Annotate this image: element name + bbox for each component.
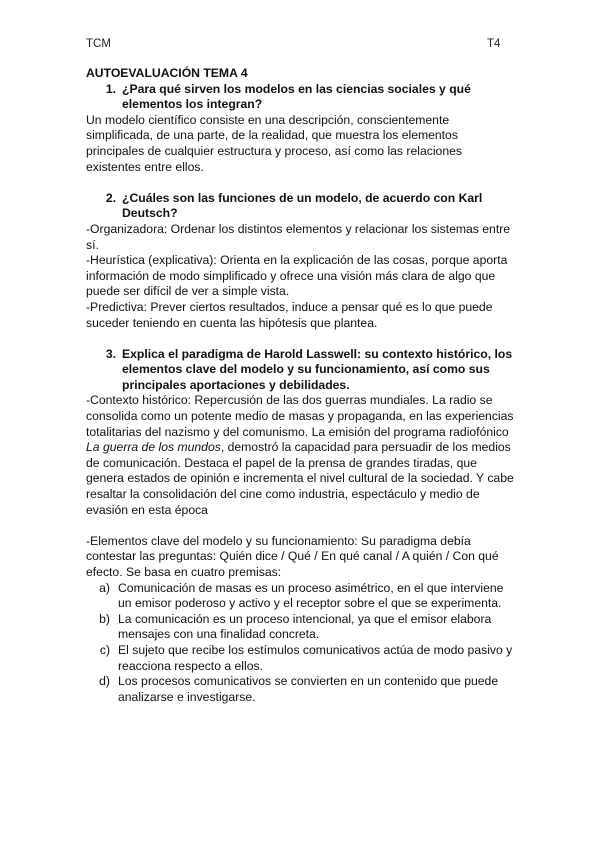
list-item-text: Comunicación de masas es un proceso asimétrico, en el que interviene un emisor poderoso y activo y el receptor sobre el que se experimenta.	[118, 580, 504, 611]
premises-list	[86, 581, 516, 706]
answer-2-heuristica: -Heurística (explicativa): Orienta en la explicación de las cosas, porque aporta información de modo simplificado y ofrece una visión más clara de algo que puede ser difícil de ver a simple vista.	[86, 253, 508, 299]
document-body	[86, 66, 516, 705]
list-item-text: Los procesos comunicativos se convierten en un contenido que puede analizarse e investigarse.	[118, 674, 499, 704]
question-1-text: ¿Para qué sirven los modelos en las ciencias sociales y qué elementos los integran?	[122, 81, 471, 112]
question-2-number: 2.	[105, 190, 116, 205]
list-item	[86, 581, 516, 612]
list-item-label: b)	[99, 611, 110, 626]
context-text-b: , demostró la capacidad para persuadir de los medios de comunicación. Destaca el papel de la prensa de grandes tiradas, que genera estados de opinión e incrementa el nivel cultural de la sociedad. Y cabe resaltar la consolidación del cine como industria, espectáculo y medio de evasión en esta época	[86, 440, 514, 517]
answer-3-elements: -Elementos clave del modelo y su funcionamiento: Su paradigma debía contestar las preguntas: Quién dice / Qué / En qué canal / A quién / Con qué efecto. Se basa en cuatro premisas:	[86, 533, 499, 579]
header-left: TCM	[86, 38, 111, 50]
question-1	[86, 82, 516, 113]
list-item	[86, 674, 516, 705]
header-right: T4	[487, 38, 501, 50]
answer-1: Un modelo científico consiste en una descripción, conscientemente simplificada, de una parte, de la realidad, que muestra los elementos principales de cualquier estructura y proceso, así como las relaciones existentes entre ellos.	[86, 112, 462, 174]
question-1-number: 1.	[105, 81, 116, 96]
answer-2-organizadora: -Organizadora: Ordenar los distintos elementos y relacionar los sistemas entre sí.	[86, 221, 511, 252]
list-item	[86, 612, 516, 643]
question-3-number: 3.	[105, 346, 116, 361]
list-item-label: a)	[99, 580, 110, 595]
list-item	[86, 643, 516, 674]
question-3	[86, 347, 516, 394]
question-3-text: Explica el paradigma de Harold Lasswell: su contexto histórico, los elementos clave del modelo y su funcionamiento, así como sus principales aportaciones y debilidades.	[122, 346, 513, 392]
question-2	[86, 191, 516, 222]
answer-2-predictiva: -Predictiva: Prever ciertos resultados, induce a pensar qué es lo que puede suceder teniendo en cuenta las hipótesis que plantea.	[86, 299, 493, 330]
answer-3-context	[86, 393, 516, 518]
context-text-a: -Contexto histórico: Repercusión de las dos guerras mundiales. La radio se consolida como un potente medio de masas y propaganda, en las experiencias totalitarias del nazismo y del comunismo. La emisión del programa radiofónico	[86, 393, 514, 439]
question-2-text: ¿Cuáles son las funciones de un modelo, de acuerdo con Karl Deutsch?	[122, 190, 483, 221]
list-item-text: La comunicación es un proceso intencional, ya que el emisor elabora mensajes con una finalidad concreta.	[118, 611, 492, 642]
list-item-label: d)	[99, 674, 110, 689]
document-title: AUTOEVALUACIÓN TEMA 4	[86, 66, 248, 80]
list-item-text: El sujeto que recibe los estímulos comunicativos actúa de modo pasivo y reacciona respecto a ellos.	[118, 642, 513, 673]
context-italic-title: La guerra de los mundos	[86, 440, 221, 455]
list-item-label: c)	[99, 642, 110, 657]
